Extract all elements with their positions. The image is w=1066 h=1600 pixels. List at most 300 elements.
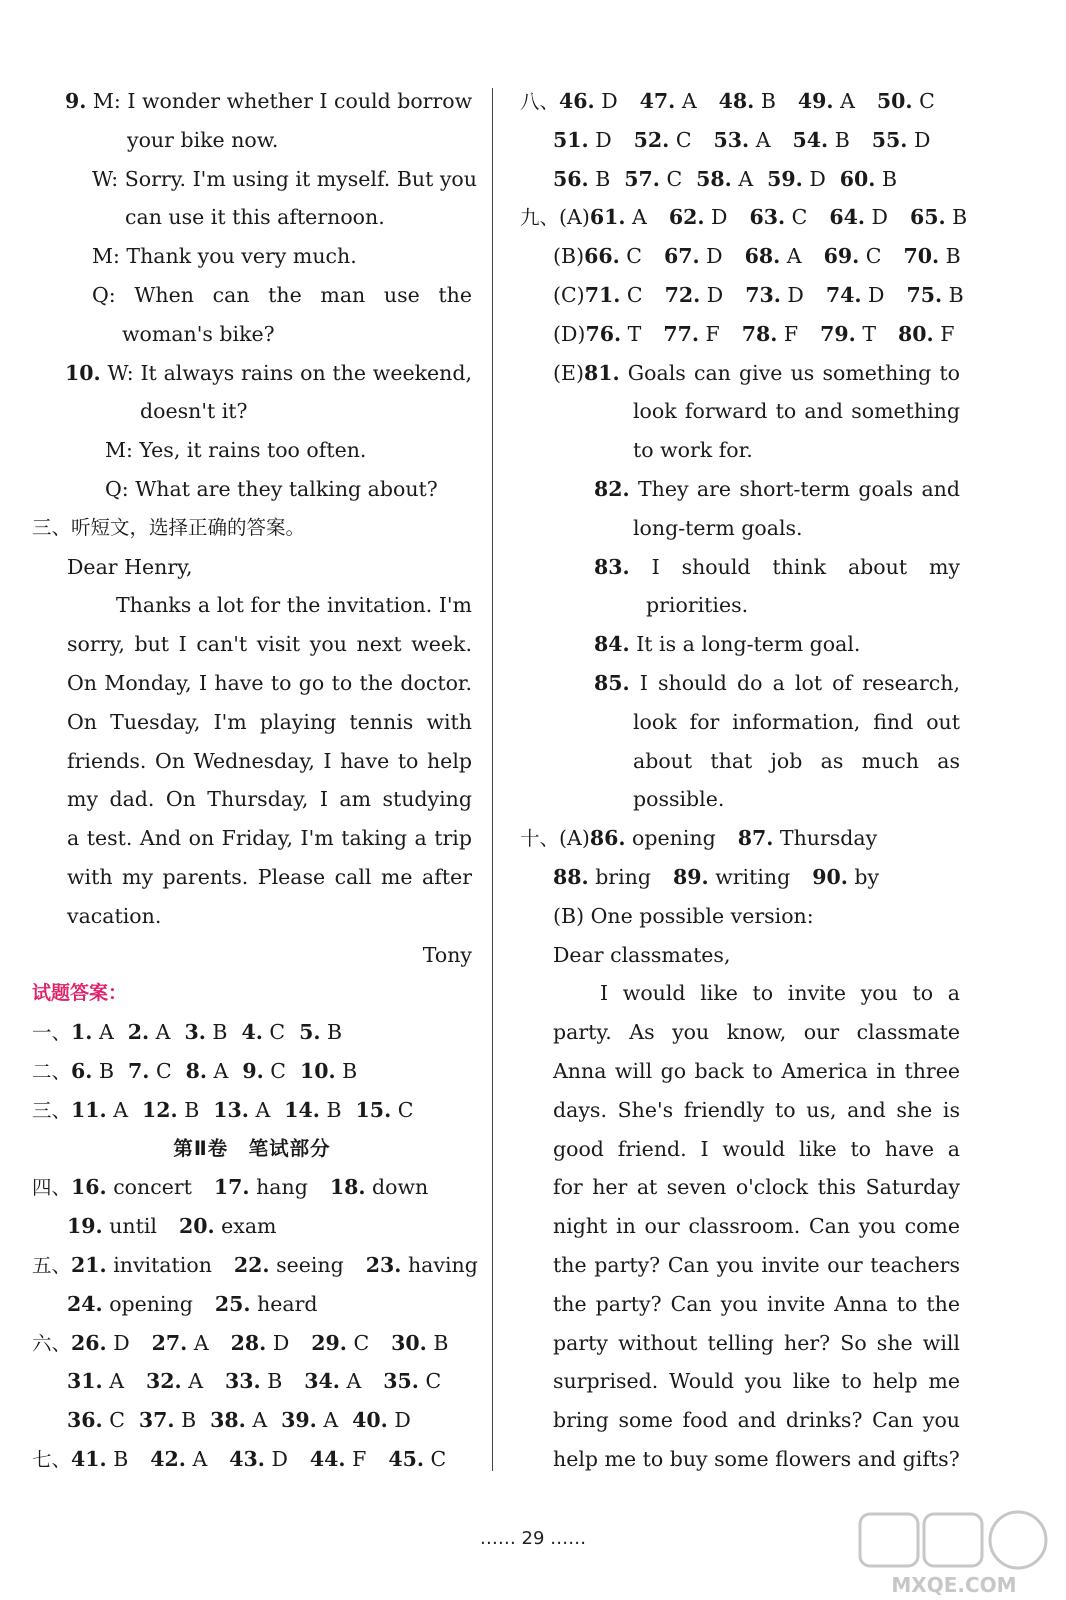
text-run: possible.	[633, 787, 725, 812]
section-marker: 六、	[32, 1331, 72, 1355]
text-line	[32, 315, 472, 354]
text-run: C	[418, 1369, 442, 1394]
text-run: On Tuesday, I'm playing tennis with	[67, 709, 472, 734]
text-run: until	[102, 1214, 157, 1239]
text-run: hang	[249, 1175, 308, 1200]
text-line	[32, 1091, 472, 1130]
text-line	[520, 1324, 960, 1363]
text-line	[520, 664, 960, 703]
text-line	[520, 819, 960, 858]
text-run: A	[316, 1408, 339, 1433]
text-run: invitation	[106, 1252, 212, 1277]
text-run: good friend. I would like to have a	[553, 1136, 960, 1161]
text-run: heard	[250, 1291, 318, 1316]
item-number: 64.	[829, 205, 865, 230]
item-number: 35.	[383, 1369, 419, 1394]
text-run: D	[588, 127, 612, 152]
item-number: 81.	[583, 360, 620, 385]
item-number: 25.	[214, 1291, 251, 1316]
text-run: days. She's friendly to us, and she is	[553, 1097, 960, 1122]
text-run: D	[861, 282, 885, 307]
text-run: the party? Can you invite our teachers	[553, 1252, 960, 1277]
text-run: bring some food and drinks? Can you	[553, 1408, 960, 1433]
text-line	[32, 742, 472, 781]
text-run: about that job as much as	[633, 748, 960, 773]
text-run: (B) One possible version:	[553, 903, 814, 928]
text-run: C	[263, 1058, 286, 1083]
item-number: 11.	[71, 1097, 107, 1122]
watermark-logo	[854, 1506, 1054, 1598]
item-number: 50.	[876, 89, 913, 113]
text-run: the party? Can you invite Anna to the	[553, 1291, 960, 1316]
text-run: F	[777, 321, 799, 346]
text-line	[32, 780, 472, 819]
text-run: B	[106, 1446, 129, 1471]
item-number: 29.	[311, 1330, 347, 1355]
item-number: 37.	[138, 1408, 175, 1433]
item-number: 59.	[767, 166, 803, 191]
text-run: A	[248, 1097, 271, 1122]
text-run: (D)	[553, 321, 586, 346]
text-line	[520, 897, 960, 936]
text-run: C	[659, 166, 683, 191]
text-line	[32, 974, 472, 1013]
item-number: 71.	[584, 282, 621, 307]
text-run: M: Thank you very much.	[92, 244, 357, 269]
page-number: …… 29 ……	[479, 1528, 587, 1549]
item-number: 33.	[225, 1369, 261, 1394]
item-number: 14.	[284, 1097, 320, 1122]
text-line	[520, 1013, 960, 1052]
item-number: 68.	[744, 244, 781, 269]
text-line	[520, 703, 960, 742]
text-line	[32, 198, 472, 237]
text-run: long-term goals.	[633, 515, 803, 540]
text-run: C	[262, 1020, 286, 1045]
text-run: C	[102, 1408, 125, 1433]
svg-text:MXQE.COM: MXQE.COM	[891, 1573, 1017, 1597]
text-run: B	[942, 282, 964, 307]
text-run: F	[933, 321, 955, 346]
item-number: 80.	[898, 321, 934, 346]
text-run: down	[365, 1175, 429, 1200]
item-number: 3.	[184, 1020, 206, 1045]
section-marker: 一、	[32, 1021, 72, 1045]
item-number: 47.	[639, 89, 676, 113]
text-run: B	[205, 1020, 228, 1045]
item-number: 77.	[663, 321, 699, 346]
item-number: 53.	[713, 127, 750, 152]
text-line	[520, 237, 960, 276]
text-run: writing	[708, 864, 791, 889]
item-number: 42.	[150, 1446, 186, 1471]
text-run: (A)	[559, 205, 590, 230]
item-number: 90.	[812, 864, 848, 889]
text-run: C	[785, 205, 808, 230]
text-run: look forward to and something	[633, 399, 960, 424]
item-number: 69.	[823, 244, 860, 269]
text-line	[520, 82, 960, 121]
section-marker: 三、	[32, 1098, 72, 1122]
text-run: A	[625, 205, 647, 230]
text-run: A	[245, 1408, 268, 1433]
text-run: A	[185, 1446, 208, 1471]
text-run: vacation.	[67, 903, 162, 928]
text-run: (C)	[553, 282, 585, 307]
item-number: 58.	[696, 166, 732, 191]
item-number: 66.	[584, 244, 620, 269]
text-line	[32, 1401, 472, 1440]
text-run: A	[833, 89, 855, 113]
text-run: 第Ⅱ卷 笔试部分	[173, 1136, 331, 1160]
text-line	[520, 1401, 960, 1440]
item-number: 78.	[741, 321, 778, 346]
text-line	[32, 121, 472, 160]
text-line	[520, 780, 960, 819]
text-run: D	[387, 1408, 411, 1433]
text-line	[520, 1440, 960, 1479]
text-run: woman's bike?	[122, 321, 275, 346]
text-run: C	[346, 1330, 370, 1355]
text-run: opening	[625, 826, 716, 851]
text-run: A	[731, 166, 754, 191]
text-run: It is a long-term goal.	[629, 632, 861, 657]
section-marker: 九、	[520, 206, 560, 230]
text-run: Thanks a lot for the invitation. I'm	[116, 593, 472, 618]
item-number: 72.	[664, 282, 701, 307]
text-line	[32, 703, 472, 742]
column-divider	[492, 88, 493, 1471]
text-line	[520, 1168, 960, 1207]
text-run: priorities.	[646, 593, 749, 618]
text-line	[520, 1091, 960, 1130]
text-line	[32, 1168, 472, 1207]
text-run: D	[802, 166, 826, 191]
text-line	[520, 936, 960, 975]
text-run: Goals can give us something to	[619, 360, 960, 385]
item-number: 46.	[559, 89, 595, 113]
text-run: B	[588, 166, 611, 191]
item-number: 16.	[71, 1175, 107, 1200]
text-run: friends. On Wednesday, I have to help	[67, 748, 472, 773]
text-run: can use it this afternoon.	[125, 205, 385, 230]
text-line	[32, 858, 472, 897]
text-run: B	[92, 1058, 115, 1083]
section-marker: 七、	[32, 1447, 72, 1471]
text-line	[520, 354, 960, 393]
text-line	[520, 858, 960, 897]
text-line	[32, 1362, 472, 1401]
text-line	[520, 1052, 960, 1091]
text-line	[520, 315, 960, 354]
text-run: B	[174, 1408, 197, 1433]
text-run: A	[207, 1058, 229, 1083]
item-number: 62.	[668, 205, 705, 230]
item-number: 9.	[65, 89, 87, 113]
item-number: 36.	[67, 1408, 103, 1433]
text-run: B	[828, 127, 850, 152]
text-run: opening	[102, 1291, 193, 1316]
text-run: T	[621, 321, 642, 346]
text-line	[32, 509, 472, 548]
text-line	[32, 237, 472, 276]
text-run: (B)	[553, 244, 585, 269]
item-number: 1.	[71, 1020, 93, 1045]
text-run: I would like to invite you to a	[600, 981, 960, 1006]
item-number: 41.	[71, 1446, 107, 1471]
item-number: 5.	[299, 1020, 321, 1045]
text-run: B	[177, 1097, 200, 1122]
item-number: 60.	[839, 166, 876, 191]
text-run: D	[699, 244, 723, 269]
text-line	[520, 1246, 960, 1285]
text-line	[520, 1207, 960, 1246]
item-number: 79.	[820, 321, 856, 346]
text-run: M: I wonder whether I could borrow	[86, 89, 473, 113]
text-run: surprised. Would you like to help me	[553, 1369, 960, 1394]
text-run: B	[945, 205, 968, 230]
item-number: 63.	[749, 205, 786, 230]
item-number: 40.	[352, 1408, 388, 1433]
item-number: 49.	[797, 89, 834, 113]
text-run: Q: When can the man use the	[92, 282, 472, 307]
text-line	[520, 431, 960, 470]
section-marker: 十、	[520, 827, 560, 851]
text-line	[32, 470, 472, 509]
text-run: D	[264, 1446, 288, 1471]
text-run: (A)	[559, 826, 590, 851]
item-number: 7.	[128, 1058, 150, 1083]
item-number: 73.	[745, 282, 781, 307]
text-line	[32, 625, 472, 664]
text-run: B	[426, 1330, 449, 1355]
text-line	[32, 1324, 472, 1363]
section-marker: 八、	[520, 90, 560, 113]
section-marker: 五、	[32, 1253, 72, 1277]
item-number: 10.	[299, 1058, 336, 1083]
text-line	[32, 160, 477, 199]
text-line	[520, 392, 960, 431]
item-number: 2.	[127, 1020, 150, 1045]
item-number: 27.	[151, 1330, 188, 1355]
text-run: Thursday	[773, 826, 878, 851]
text-run: M: Yes, it rains too often.	[105, 438, 367, 463]
text-line	[520, 198, 968, 237]
item-number: 15.	[355, 1097, 392, 1122]
item-number: 70.	[903, 244, 940, 269]
text-line	[520, 1362, 960, 1401]
text-run: B	[335, 1058, 358, 1083]
text-run: On Monday, I have to go to the doctor.	[67, 670, 472, 695]
text-run: C	[669, 127, 692, 152]
text-run: Dear Henry,	[67, 554, 193, 579]
text-run: your bike now.	[127, 127, 279, 152]
text-run: T	[855, 321, 877, 346]
item-number: 75.	[906, 282, 943, 307]
text-run: A	[339, 1369, 362, 1394]
text-run: C	[149, 1058, 172, 1083]
text-line	[32, 897, 472, 936]
text-run: Tony	[422, 942, 472, 967]
item-number: 86.	[589, 826, 626, 851]
text-run: A	[780, 244, 802, 269]
item-number: 82.	[594, 476, 630, 501]
text-line	[32, 1285, 472, 1324]
text-line	[32, 354, 472, 393]
text-line	[32, 936, 472, 975]
text-run: night in our classroom. Can you come	[553, 1214, 960, 1239]
text-run: D	[594, 89, 618, 113]
item-number: 87.	[737, 826, 774, 851]
text-run: Q: What are they talking about?	[105, 476, 438, 501]
text-line	[32, 1207, 472, 1246]
text-run: bring	[588, 864, 651, 889]
item-number: 18.	[329, 1175, 366, 1200]
text-line	[32, 1013, 472, 1052]
text-run: 三、听短文，选择正确的答案。	[32, 515, 306, 539]
item-number: 32.	[146, 1369, 182, 1394]
text-run: I should think about my	[629, 554, 960, 579]
text-run: B	[754, 89, 776, 113]
text-line	[32, 819, 472, 858]
text-run: D	[865, 205, 888, 230]
item-number: 22.	[233, 1252, 270, 1277]
text-run: A	[106, 1097, 129, 1122]
section-marker: 四、	[32, 1176, 72, 1200]
text-run: A	[187, 1330, 209, 1355]
item-number: 52.	[633, 127, 670, 152]
section-marker: 二、	[32, 1059, 72, 1083]
text-run: A	[102, 1369, 124, 1394]
item-number: 57.	[624, 166, 660, 191]
item-number: 12.	[142, 1097, 178, 1122]
text-run: with my parents. Please call me after	[67, 864, 472, 889]
text-run: D	[266, 1330, 290, 1355]
text-line	[520, 1130, 960, 1169]
item-number: 44.	[309, 1446, 346, 1471]
text-line	[32, 664, 472, 703]
item-number: 23.	[365, 1252, 402, 1277]
text-run: B	[260, 1369, 283, 1394]
text-run: B	[319, 1097, 342, 1122]
text-run: A	[181, 1369, 203, 1394]
text-run: D	[780, 282, 804, 307]
item-number: 45.	[388, 1446, 424, 1471]
text-line	[32, 1052, 472, 1091]
text-run: sorry, but I can't visit you next week.	[67, 632, 472, 657]
text-run: Dear classmates,	[553, 942, 731, 967]
text-run: C	[620, 282, 643, 307]
text-run: to work for.	[633, 438, 753, 463]
item-number: 20.	[178, 1214, 215, 1239]
item-number: 19.	[67, 1214, 103, 1239]
text-run: C	[424, 1446, 447, 1471]
text-line	[520, 974, 960, 1013]
item-number: 88.	[553, 864, 589, 889]
text-run: seeing	[269, 1252, 344, 1277]
text-run: A	[149, 1020, 171, 1045]
item-number: 51.	[553, 127, 589, 152]
text-run: concert	[106, 1175, 192, 1200]
text-line	[520, 1285, 960, 1324]
text-line	[520, 625, 960, 664]
text-line	[520, 586, 960, 625]
text-run: D	[907, 127, 931, 152]
text-run: having	[401, 1252, 478, 1277]
item-number: 8.	[185, 1058, 208, 1083]
item-number: 76.	[585, 321, 622, 346]
item-number: 61.	[589, 205, 626, 230]
item-number: 85.	[594, 670, 630, 695]
text-line	[520, 121, 960, 160]
text-line	[32, 276, 472, 315]
text-line	[32, 431, 472, 470]
text-run: C	[619, 244, 642, 269]
text-run: a test. And on Friday, I'm taking a trip	[67, 826, 472, 851]
item-number: 39.	[281, 1408, 317, 1433]
item-number: 26.	[71, 1330, 107, 1355]
text-run: D	[106, 1330, 130, 1355]
item-number: 13.	[213, 1097, 249, 1122]
text-line	[32, 82, 472, 121]
text-run: B	[320, 1020, 343, 1045]
item-number: 6.	[71, 1058, 93, 1083]
text-run: for her at seven o'clock this Saturday	[553, 1175, 960, 1200]
text-run: D	[704, 205, 728, 230]
text-run: W: It always rains on the weekend,	[100, 360, 472, 385]
text-line	[32, 392, 472, 431]
text-run: A	[675, 89, 697, 113]
text-line	[520, 276, 964, 315]
text-line	[32, 548, 472, 587]
text-run: D	[700, 282, 724, 307]
item-number: 83.	[594, 554, 630, 579]
text-run: F	[698, 321, 720, 346]
item-number: 48.	[718, 89, 755, 113]
text-run: W: Sorry. I'm using it myself. But you	[92, 166, 477, 191]
item-number: 74.	[825, 282, 862, 307]
item-number: 10.	[65, 360, 101, 385]
text-line	[520, 742, 960, 781]
text-run: exam	[214, 1214, 277, 1239]
text-run: help me to buy some flowers and gifts?	[553, 1446, 960, 1471]
text-run: 试题答案：	[32, 982, 128, 1005]
item-number: 34.	[304, 1369, 340, 1394]
right-column	[520, 82, 968, 1479]
text-run: look for information, find out	[633, 709, 960, 734]
text-run: F	[345, 1446, 367, 1471]
text-run: C	[859, 244, 882, 269]
text-run: B	[875, 166, 898, 191]
item-number: 65.	[909, 205, 946, 230]
item-number: 17.	[213, 1175, 250, 1200]
text-run: doesn't it?	[140, 399, 248, 424]
text-run: B	[939, 244, 961, 269]
text-run: C	[391, 1097, 414, 1122]
item-number: 24.	[67, 1291, 103, 1316]
text-line	[520, 509, 960, 548]
text-line	[520, 548, 960, 587]
item-number: 67.	[663, 244, 700, 269]
item-number: 54.	[792, 127, 829, 152]
item-number: 28.	[230, 1330, 267, 1355]
text-run: my dad. On Thursday, I am studying	[67, 787, 472, 812]
item-number: 21.	[71, 1252, 107, 1277]
text-run: A	[749, 127, 771, 152]
item-number: 89.	[673, 864, 709, 889]
text-run: party. As you know, our classmate	[553, 1020, 960, 1045]
text-run: Anna will go back to America in three	[553, 1058, 960, 1083]
